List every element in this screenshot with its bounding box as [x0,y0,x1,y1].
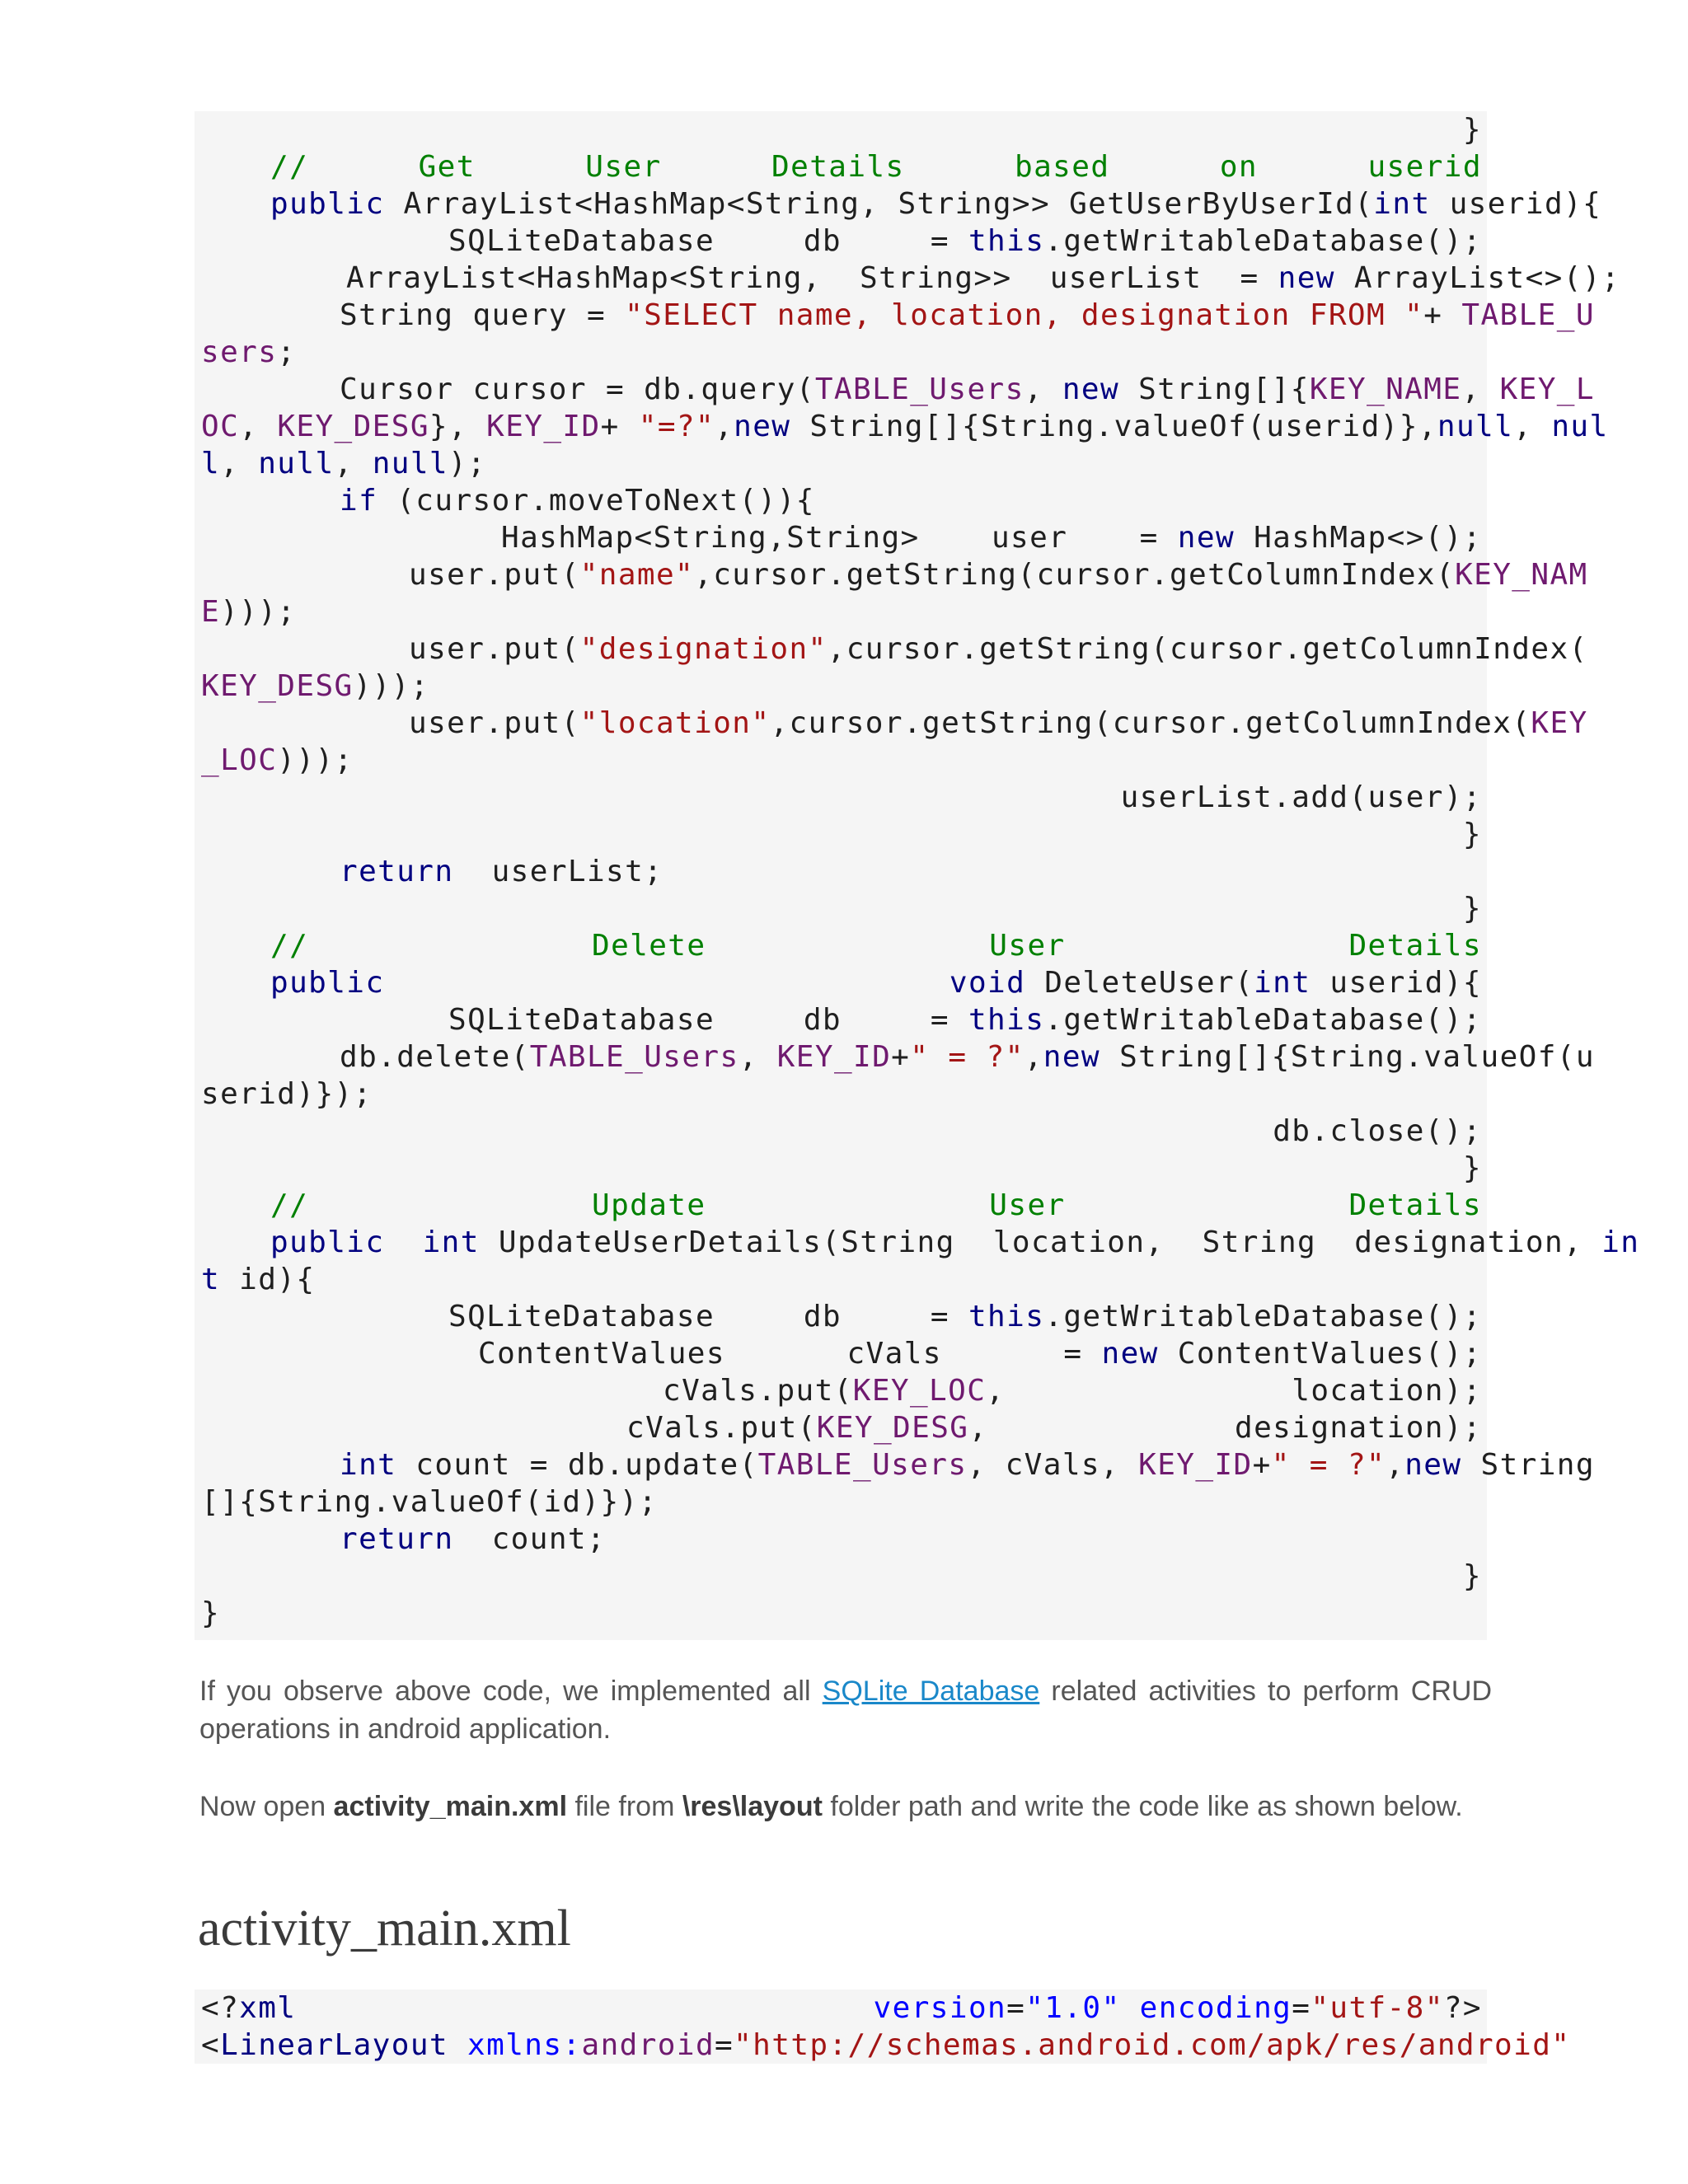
code-token-group [1220,148,1258,185]
code-token: ))); [353,669,429,703]
code-token: new [1101,1337,1159,1371]
code-token: ,cursor.getString(cursor.getColumnIndex( [694,558,1456,592]
code-token-group [989,1187,1065,1224]
code-line [340,1521,1482,1558]
code-token: HashMap<String,String> [501,521,920,555]
code-token: HashMap<>(); [1235,521,1482,555]
code-token: encoding [1139,1991,1292,2025]
code-token: return [340,1522,454,1556]
code-line [448,1001,1482,1038]
code-token: Details [771,150,905,184]
code-token: cVals.put( [663,1374,853,1408]
code-token: based [1015,150,1110,184]
code-token: KEY_DESG [201,669,354,703]
code-block-java [195,111,1640,1640]
code-token-group [1367,148,1481,185]
code-token: KEY_DESG [277,410,429,443]
code-token: userid){ [1430,187,1602,221]
code-token: location); [1292,1374,1482,1408]
code-line [346,260,1620,297]
code-token: user.put( [409,632,580,666]
code-token: = [715,2028,734,2062]
code-token: in [1601,1226,1640,1259]
code-token-group [270,148,308,185]
code-line [409,705,1588,742]
code-token: }, [429,410,487,443]
code-token: "SELECT name, location, designation FROM " [625,298,1424,332]
code-token: E [201,595,221,629]
code-token: , cVals, [967,1448,1139,1482]
code-token: Get [418,150,476,184]
code-token: , [1024,373,1062,406]
code-token: , [986,1374,1006,1408]
code-token-group [931,1001,1482,1038]
code-token: UpdateUserDetails(String location, String designation, [479,1226,1602,1259]
code-token: TABLE_Users [529,1040,739,1074]
code-token-group [931,223,1482,260]
code-line [626,1409,1482,1446]
code-line [270,1224,1640,1261]
code-token: , [239,410,278,443]
code-line [201,593,1482,630]
code-token-group [448,1298,715,1335]
code-token: count; [453,1522,607,1556]
code-token: ArrayList<HashMap<String, String>> GetUserByUserId( [384,187,1374,221]
code-token: new [1278,261,1335,295]
code-token-group [419,148,476,185]
code-line [201,1558,1482,1595]
code-token: count = db.update( [396,1448,758,1482]
code-token-group [1235,1409,1482,1446]
code-token-group [1348,927,1482,964]
code-token: , [715,410,734,443]
code-token: this [968,1300,1045,1333]
code-token: , [220,447,259,480]
paragraph-text: If you observe above code, we implemented all [199,1675,823,1707]
filename-bold: activity_main.xml [333,1791,568,1822]
paragraph-open-layout [199,1788,1492,1825]
code-token-group [270,927,308,964]
code-token: String [1461,1448,1595,1482]
code-token: Details [1348,1188,1482,1222]
code-line [201,890,1482,927]
code-token: db [803,1300,842,1333]
code-line [340,1446,1595,1483]
code-token-group [1292,1372,1482,1409]
code-token-group [1063,1335,1482,1372]
code-token: = [1139,521,1178,555]
code-token-group [501,519,920,556]
code-token-group [771,148,905,185]
code-token-group [626,1409,987,1446]
code-line [340,853,1482,890]
code-token: public [270,1226,385,1259]
code-line [340,1038,1595,1076]
code-token: KEY_L [1499,373,1595,406]
code-line [201,1990,1482,2027]
code-token: this [968,1003,1045,1037]
code-token: int [1373,187,1431,221]
code-token: } [1462,892,1482,926]
code-token: } [201,1596,221,1630]
code-token: "http://schemas.android.com/apk/res/android" [734,2028,1571,2062]
code-token: <? [201,1991,240,2025]
code-token: android [581,2028,715,2062]
code-token-group [663,1372,1005,1409]
code-token: // [270,1188,309,1222]
code-line [270,927,1482,964]
code-token-group [989,927,1065,964]
code-token: userid [1367,150,1482,184]
code-line [201,668,1482,705]
code-token: int [422,1226,480,1259]
code-token: xml [239,1991,297,2025]
paragraph-text: Now open [199,1791,334,1822]
code-token: t [201,1263,221,1296]
code-token: db.delete( [340,1040,530,1074]
code-token: // [270,150,309,184]
code-token: = [930,1300,968,1333]
code-line [270,1187,1482,1224]
code-token: Cursor cursor = db.query( [340,373,815,406]
code-line [201,1595,1482,1632]
code-token: db [803,224,842,258]
code-line [201,1261,1482,1298]
code-token-group [931,1298,1482,1335]
code-token: ?> [1443,1991,1482,2025]
code-token: ContentValues(); [1158,1337,1482,1371]
code-token: String[]{String.valueOf(userid)}, [790,410,1437,443]
code-token: // [270,929,309,963]
folder-path-bold: \res\layout [682,1791,823,1822]
code-token: ))); [277,743,354,777]
code-line [201,1113,1482,1150]
code-line [270,185,1602,223]
code-token-group [201,1990,296,2027]
code-token: ArrayList<HashMap<String, String>> userList = [346,261,1278,295]
paragraph-text: file from [567,1791,682,1822]
code-line [201,111,1482,148]
code-line [201,445,1482,482]
code-token: = [1292,1991,1311,2025]
sqlite-database-link[interactable]: SQLite Database [822,1675,1040,1707]
code-token: User [585,150,662,184]
code-token-group [585,148,661,185]
code-token: cVals [846,1337,942,1371]
code-token: Details [1348,929,1482,963]
code-token: String query = [340,298,626,332]
code-token: designation); [1235,1411,1482,1445]
code-token: (cursor.moveToNext()){ [377,484,815,518]
code-token: , [1386,1448,1405,1482]
code-token: " = ?" [1271,1448,1386,1482]
code-token: < [201,2028,221,2062]
code-token: } [1462,1151,1482,1185]
code-token: _LOC [201,743,278,777]
code-token: new [1404,1448,1462,1482]
code-block-xml [195,1990,1571,2064]
code-token: KEY_LOC [852,1374,987,1408]
code-token: ); [448,447,487,480]
code-token: KEY_NAM [1455,558,1588,592]
code-token: KEY_ID [776,1040,892,1074]
paragraph-crud-summary [199,1672,1492,1748]
code-token: } [1462,818,1482,851]
code-token-group [874,1990,1482,2027]
code-token: "utf-8" [1311,1991,1444,2025]
code-token: ContentValues [478,1337,725,1371]
code-line [340,371,1595,408]
code-token [448,2028,467,2062]
code-token: ,cursor.getString(cursor.getColumnIndex( [827,632,1588,666]
code-token: SQLiteDatabase [448,224,715,258]
code-line [478,1335,1482,1372]
code-token: = [1063,1337,1102,1371]
code-token-group [1015,148,1109,185]
code-token: + [891,1040,911,1074]
code-token: KEY_NAME [1309,373,1462,406]
code-token: KEY [1531,706,1588,740]
code-token: .getWritableDatabase(); [1044,1300,1482,1333]
code-token-group [804,1298,842,1335]
code-line [201,1483,1482,1521]
code-line [201,1150,1482,1187]
code-line [201,1076,1482,1113]
code-token: LinearLayout [220,2028,448,2062]
code-token: null [372,447,448,480]
code-token: user.put( [409,558,580,592]
code-token: xmlns: [467,2028,582,2062]
code-line [201,816,1482,853]
code-token: ArrayList<>(); [1334,261,1620,295]
code-line [201,334,1482,371]
code-token: this [968,224,1045,258]
paragraph-text: related activities to perform CRUD operations in android application. [199,1675,1492,1745]
code-token: User [989,929,1066,963]
code-token: nul [1551,410,1609,443]
code-token: user [991,521,1068,555]
code-token-group [270,964,384,1001]
code-line [340,482,1482,519]
code-token: User [989,1188,1066,1222]
code-token: , [968,1411,988,1445]
code-token: KEY_ID [486,410,601,443]
code-token: TABLE_U [1461,298,1595,332]
code-token [1121,1991,1140,2025]
code-token-group [1348,1187,1482,1224]
code-token: null [1437,410,1514,443]
code-token: = [930,224,968,258]
code-token: KEY_DESG [816,1411,969,1445]
code-token: new [1043,1040,1101,1074]
code-token: Delete [592,929,706,963]
code-line [201,742,1482,779]
code-token: l [201,447,221,480]
code-token: userList; [453,855,663,888]
code-token: public [270,187,385,221]
code-token: ,cursor.getString(cursor.getColumnIndex( [770,706,1531,740]
code-token: , [1513,410,1552,443]
code-token-group [846,1335,941,1372]
code-line [501,519,1482,556]
code-token: if [340,484,378,518]
code-token: db.close(); [1273,1114,1482,1148]
code-line [340,297,1595,334]
code-token: "name" [579,558,695,592]
code-token-group [592,1187,706,1224]
code-token-group [804,223,842,260]
code-token-group [270,1187,308,1224]
code-token: user.put( [409,706,580,740]
code-token: ; [277,335,297,369]
code-token: SQLiteDatabase [448,1003,715,1037]
code-token-group [992,519,1067,556]
code-token: .getWritableDatabase(); [1044,1003,1482,1037]
code-line [270,964,1482,1001]
code-token: SQLiteDatabase [448,1300,715,1333]
code-token: null [258,447,335,480]
code-token-group [950,964,1482,1001]
code-token: cVals.put( [626,1411,817,1445]
code-token: String[]{String.valueOf(u [1100,1040,1595,1074]
code-token: int [340,1448,397,1482]
code-token: = [1006,1991,1026,2025]
code-token: serid)}); [201,1077,373,1111]
code-line [448,223,1482,260]
code-line [201,2027,1571,2064]
code-token: new [734,410,791,443]
code-token: String[]{ [1119,373,1310,406]
code-token: on [1219,150,1259,184]
code-token: TABLE_Users [757,1448,968,1482]
code-token: sers [201,335,278,369]
code-token: version [873,1991,1007,2025]
section-heading: activity_main.xml [198,1900,571,1957]
code-token: "1.0" [1025,1991,1121,2025]
code-line [409,630,1588,668]
code-token: .getWritableDatabase(); [1044,224,1482,258]
code-token: Update [592,1188,706,1222]
code-token: new [1062,373,1120,406]
code-token: []{String.valueOf(id)}); [201,1485,658,1519]
code-line [201,779,1482,816]
code-token: id){ [220,1263,316,1296]
code-token: "=?" [638,410,715,443]
code-token: " = ?" [910,1040,1025,1074]
code-token: userid){ [1311,966,1482,1000]
code-token [384,1226,422,1259]
code-line [448,1298,1482,1335]
code-token: int [1254,966,1311,1000]
code-token-group [592,927,706,964]
code-token: } [1462,1559,1482,1593]
code-token: new [1177,521,1236,555]
code-token: db [803,1003,842,1037]
code-token-group [448,223,715,260]
code-token: + [1252,1448,1272,1482]
code-token: , [738,1040,777,1074]
code-token: , [334,447,373,480]
code-token: return [340,855,454,888]
code-token: "location" [579,706,771,740]
code-token: OC [201,410,240,443]
code-line [663,1372,1482,1409]
code-token: DeleteUser( [1025,966,1254,1000]
code-token: + [600,410,639,443]
code-line [201,408,1609,445]
code-token-group [478,1335,725,1372]
code-line [270,148,1482,185]
code-line [409,556,1588,593]
code-token: = [930,1003,968,1037]
code-token: KEY_ID [1138,1448,1253,1482]
paragraph-text: folder path and write the code like as shown below. [822,1791,1463,1822]
code-token: , [1024,1040,1043,1074]
code-token-group [804,1001,842,1038]
code-token: ))); [220,595,297,629]
code-token: userList.add(user); [1120,780,1482,814]
code-token: } [1462,113,1482,147]
code-token: public [270,966,385,1000]
code-token-group [1140,519,1482,556]
code-token-group [448,1001,715,1038]
code-token: , [1461,373,1500,406]
code-token: TABLE_Users [814,373,1025,406]
code-token: void [949,966,1026,1000]
code-token: "designation" [579,632,828,666]
code-token: + [1423,298,1462,332]
